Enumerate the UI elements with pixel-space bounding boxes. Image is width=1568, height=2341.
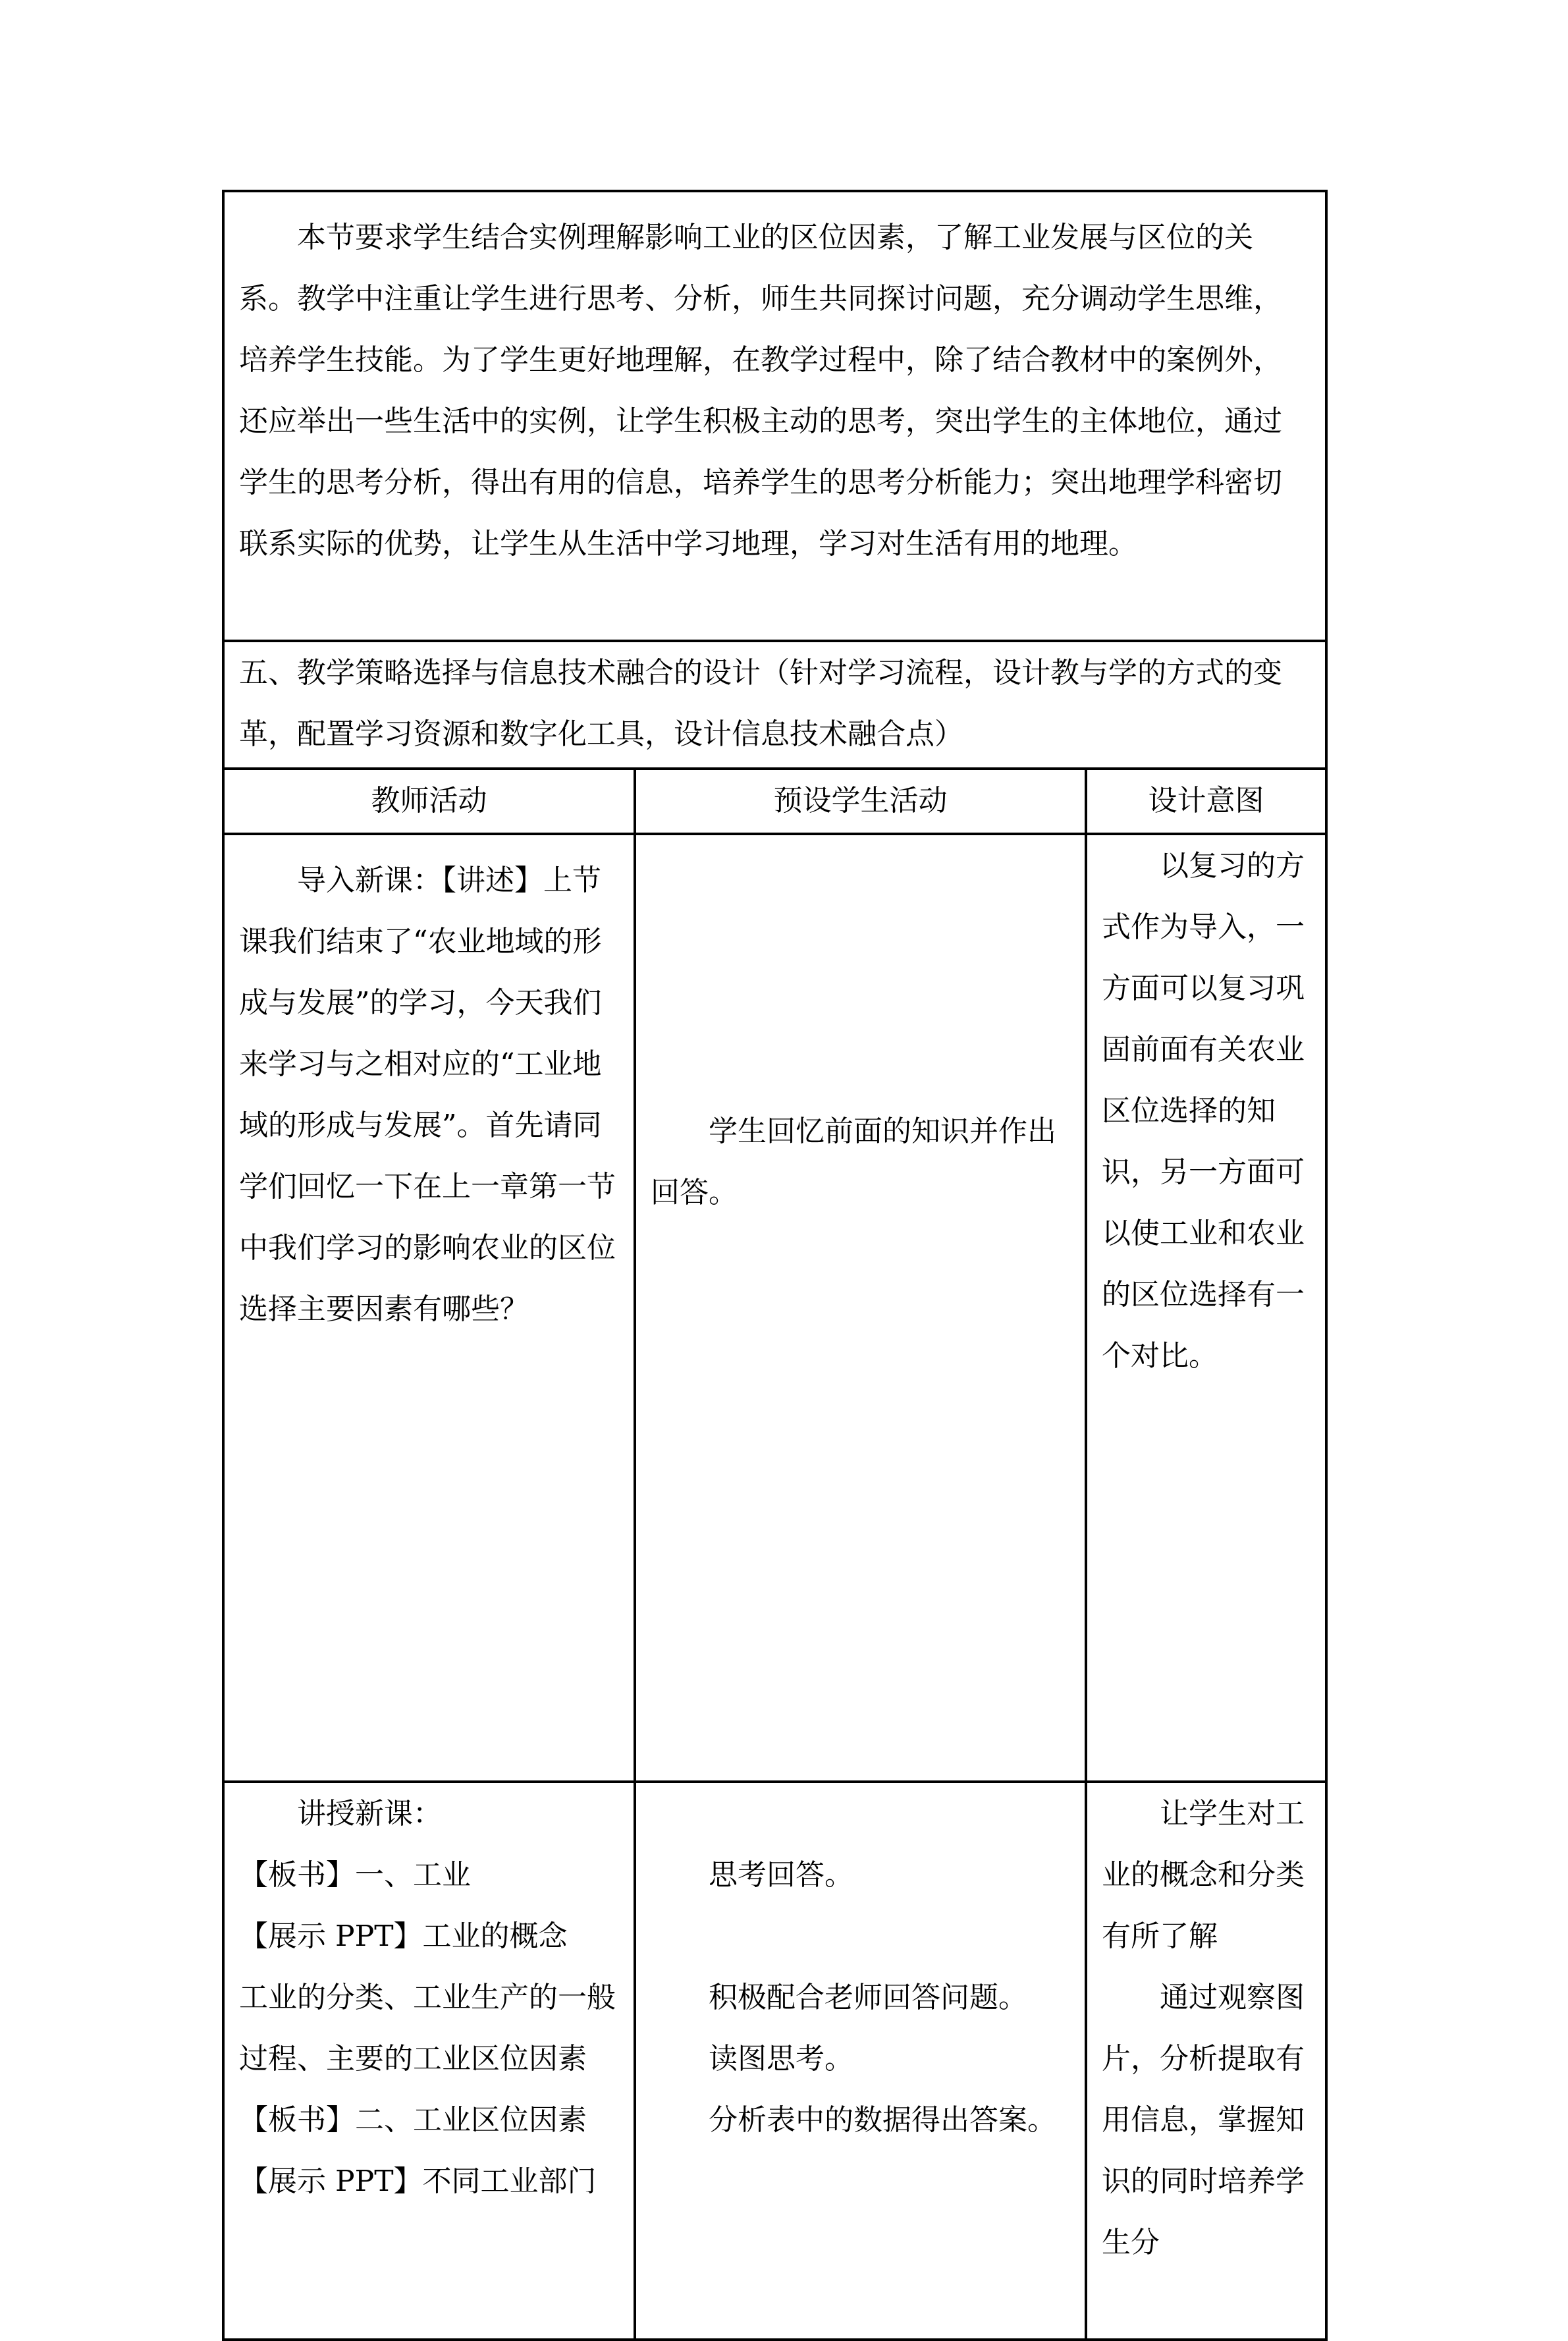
section-five-cell (223, 641, 1326, 769)
header-teacher-activity: 教师活动 (223, 769, 635, 834)
design-intent-text: 以复习的方式作为导入，一方面可以复习巩固前面有关农业区位选择的知识，另一方面可以使工业和农业的区位选择有一个对比。 (1102, 849, 1305, 1373)
student-activity-cell (635, 834, 1086, 1782)
teacher-activity-line: 【板书】一、工业 (239, 1858, 471, 1892)
teacher-activity-line: 工业的分类、工业生产的一般过程、主要的工业区位因素 (239, 1981, 616, 2076)
design-intent-line: 通过观察图片，分析提取有用信息，掌握知识的同时培养学生分 (1102, 1981, 1305, 2259)
intro-paragraph: 本节要求学生结合实例理解影响工业的区位因素，了解工业发展与区位的关系。教学中注重让学生进行思考、分析，师生共同探讨问题，充分调动学生思维，培养学生技能。为了学生更好地理解，在教学过程中，除了结合教材中的案例外，还应举出一些生活中的实例，让学生积极主动的思考，突出学生的主体地位，通过学生的思考分析，得出有用的信息，培养学生的思考分析能力；突出地理学科密切联系实际的优势，让学生从生活中学习地理，学习对生活有用的地理。 (239, 221, 1282, 561)
header-design-intent: 设计意图 (1086, 769, 1326, 834)
lesson-plan-table (222, 190, 1328, 2341)
student-activity-text: 学生回忆前面的知识并作出回答。 (651, 1115, 1056, 1209)
table-row (223, 834, 1326, 1782)
section-five-row (223, 641, 1326, 769)
teacher-activity-cell (223, 1782, 635, 2340)
intro-row (223, 191, 1326, 641)
student-activity-line: 读图思考。 (709, 2042, 853, 2076)
table-row (223, 1782, 1326, 2340)
design-intent-line: 让学生对工业的概念和分类有所了解 (1102, 1797, 1305, 1953)
teacher-activity-text: 导入新课：【讲述】上节课我们结束了“农业地域的形成与发展”的学习，今天我们来学习与之相对应的“工业地域的形成与发展”。首先请同学们回忆一下在上一章第一节中我们学习的影响农业的区位选择主要因素有哪些？ (239, 864, 616, 1326)
teacher-activity-line: 【展示 PPT】不同工业部门 (239, 2164, 597, 2198)
section-five-heading: 五、教学策略选择与信息技术融合的设计（针对学习流程，设计教与学的方式的变革，配置学习资源和数字化工具，设计信息技术融合点） (239, 656, 1282, 751)
header-student-activity: 预设学生活动 (635, 769, 1086, 834)
student-activity-line: 思考回答。 (709, 1858, 853, 1892)
student-activity-line: 积极配合老师回答问题。 (709, 1981, 1027, 2014)
blank-line (651, 1906, 1070, 1967)
student-activity-line: 分析表中的数据得出答案。 (709, 2103, 1056, 2137)
teacher-activity-line: 【板书】二、工业区位因素 (239, 2103, 587, 2137)
teacher-activity-cell (223, 834, 635, 1782)
design-intent-cell (1086, 1782, 1326, 2340)
design-intent-cell (1086, 834, 1326, 1782)
student-activity-cell (635, 1782, 1086, 2340)
teacher-activity-line: 讲授新课： (297, 1797, 442, 1831)
intro-cell (223, 191, 1326, 641)
table-header-row (223, 769, 1326, 834)
teacher-activity-line: 【展示 PPT】工业的概念 (239, 1919, 568, 1953)
